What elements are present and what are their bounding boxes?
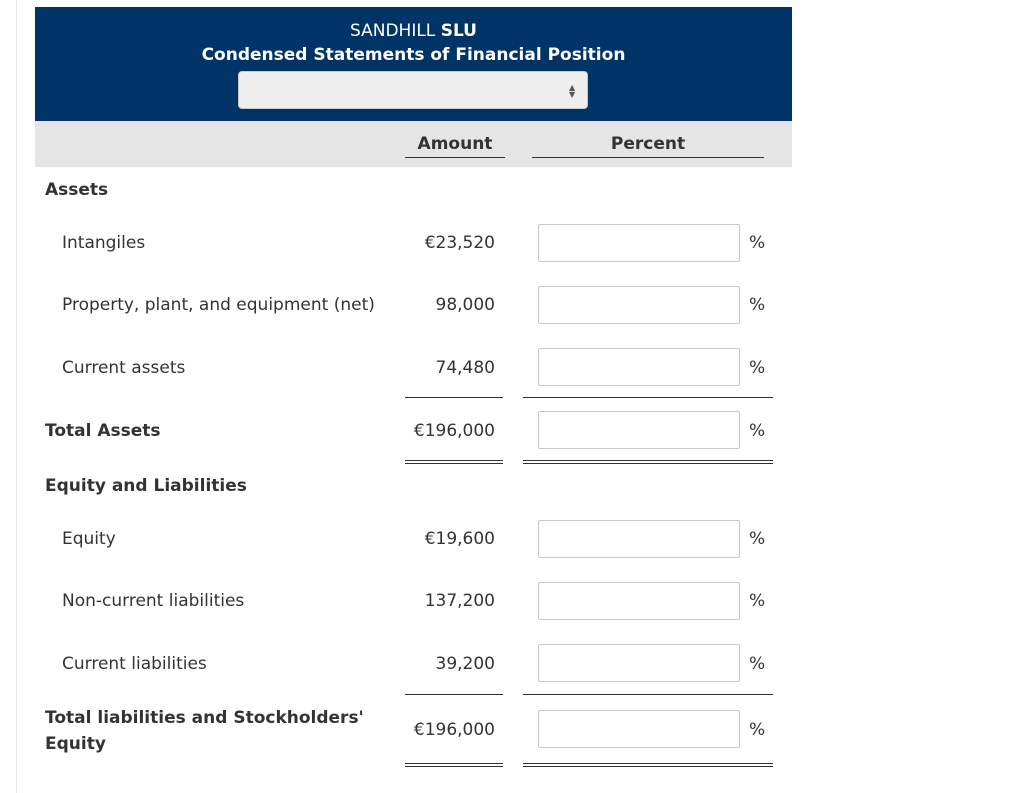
percent-sign: % — [749, 358, 766, 378]
percent-input-non-current-liabilities[interactable] — [538, 582, 740, 620]
row-label-non-current-liabilities: Non-current liabilities — [62, 591, 245, 611]
percent-input-equity[interactable] — [538, 520, 740, 558]
period-select[interactable] — [238, 71, 588, 109]
percent-input-current-liabilities[interactable] — [538, 644, 740, 682]
percent-input-ppe[interactable] — [538, 286, 740, 324]
amount-non-current-liabilities: 137,200 — [424, 591, 495, 611]
total-assets-amount: €196,000 — [413, 421, 495, 441]
percent-sign: % — [749, 654, 766, 674]
amount-current-liabilities: 39,200 — [435, 654, 495, 674]
total-double-rule-amount — [405, 763, 503, 767]
percent-sign: % — [749, 295, 766, 315]
assets-heading: Assets — [45, 180, 109, 200]
total-double-rule-percent — [523, 460, 773, 464]
row-label-intangibles: Intangiles — [62, 233, 146, 253]
percent-sign: % — [749, 233, 766, 253]
company-name — [35, 21, 792, 41]
percent-input-total-assets[interactable] — [538, 411, 740, 449]
percent-sign: % — [749, 529, 766, 549]
subtotal-rule-percent — [523, 694, 773, 695]
select-updown-icon: ▲ ▼ — [569, 83, 576, 99]
statement-title: Condensed Statements of Financial Position — [201, 45, 626, 65]
row-label-equity: Equity — [62, 529, 116, 549]
total-liabilities-equity-amount: €196,000 — [413, 720, 495, 740]
percent-input-intangibles[interactable] — [538, 224, 740, 262]
percent-input-current-assets[interactable] — [538, 348, 740, 386]
percent-sign: % — [749, 720, 766, 740]
page-left-border — [16, 0, 17, 793]
amount-ppe: 98,000 — [435, 295, 495, 315]
percent-input-total-liabilities-equity[interactable] — [538, 710, 740, 748]
subtotal-rule-amount — [405, 397, 503, 398]
subtotal-rule-percent — [523, 397, 773, 398]
subtotal-rule-amount — [405, 694, 503, 695]
amount-header-underline — [405, 157, 505, 158]
percent-column-header: Percent — [610, 134, 686, 154]
row-label-ppe: Property, plant, and equipment (net) — [62, 295, 375, 315]
amount-equity: €19,600 — [424, 529, 495, 549]
percent-header-underline — [532, 157, 764, 158]
amount-current-assets: 74,480 — [435, 358, 495, 378]
total-assets-label: Total Assets — [45, 421, 161, 441]
company-name-main: SANDHILL — [350, 21, 436, 41]
statement-header — [35, 7, 792, 121]
amount-intangibles: €23,520 — [424, 233, 495, 253]
company-name-suffix: SLU — [440, 21, 477, 41]
total-liabilities-equity-label: Total liabilities and Stockholders' Equity — [45, 708, 364, 754]
row-label-current-assets: Current assets — [62, 358, 186, 378]
percent-sign: % — [749, 421, 766, 441]
total-double-rule-percent — [523, 763, 773, 767]
total-double-rule-amount — [405, 460, 503, 464]
row-label-current-liabilities: Current liabilities — [62, 654, 207, 674]
amount-column-header: Amount — [417, 134, 493, 154]
equity-liabilities-heading: Equity and Liabilities — [45, 476, 247, 496]
percent-sign: % — [749, 591, 766, 611]
